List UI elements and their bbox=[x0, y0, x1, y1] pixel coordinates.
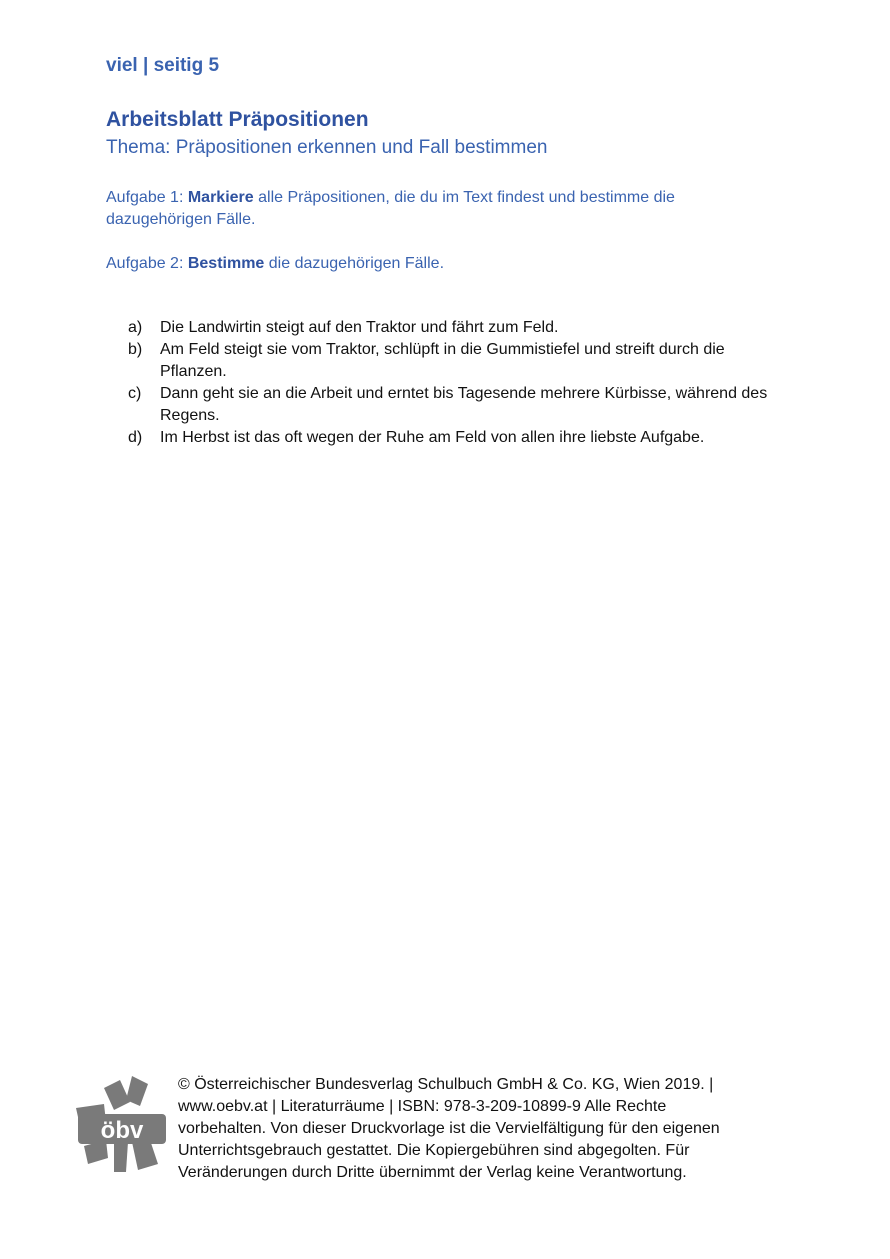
worksheet-title: Arbeitsblatt Präpositionen bbox=[106, 108, 369, 131]
logo-text: öbv bbox=[100, 1117, 144, 1144]
list-item-letter: c) bbox=[128, 385, 142, 402]
list-item-letter: b) bbox=[128, 341, 143, 358]
list-item-letter: d) bbox=[128, 429, 143, 446]
list-item bbox=[128, 317, 788, 339]
page-header: viel | seitig 5 bbox=[106, 55, 220, 76]
task-2-text: die dazugehörigen Fälle. bbox=[264, 255, 445, 272]
worksheet-subtitle: Thema: Präpositionen erkennen und Fall bestimmen bbox=[106, 137, 548, 158]
list-item-text: Am Feld steigt sie vom Traktor, schlüpft in die Gummistiefel und streift durch die Pflanzen. bbox=[160, 341, 725, 380]
list-item-letter: a) bbox=[128, 319, 143, 336]
list-item-text: Die Landwirtin steigt auf den Traktor und fährt zum Feld. bbox=[160, 319, 559, 336]
list-item-text: Dann geht sie an die Arbeit und erntet bis Tagesende mehrere Kürbisse, während des Regens. bbox=[160, 385, 768, 424]
list-item-text: Im Herbst ist das oft wegen der Ruhe am Feld von allen ihre liebste Aufgabe. bbox=[160, 429, 705, 446]
task-1-verb: Markiere bbox=[187, 189, 254, 206]
oebv-logo bbox=[74, 1074, 170, 1174]
task-1 bbox=[106, 187, 746, 231]
task-1-prefix: Aufgabe 1: bbox=[106, 189, 188, 206]
task-2-verb: Bestimme bbox=[187, 255, 265, 272]
list-item bbox=[128, 383, 788, 427]
sentence-list bbox=[128, 317, 788, 449]
task-2-prefix: Aufgabe 2: bbox=[106, 255, 188, 272]
task-1-text: alle Präpositionen, die du im Text findest und bestimme die dazugehörigen Fälle. bbox=[106, 189, 675, 228]
list-item bbox=[128, 427, 788, 449]
task-2 bbox=[106, 253, 746, 275]
list-item bbox=[128, 339, 788, 383]
copyright-notice: © Österreichischer Bundesverlag Schulbuch GmbH & Co. KG, Wien 2019. | www.oebv.at | Literaturräume | ISBN: 978-3-209-10899-9 Alle Rechte vorbehalten. Von dieser Druckvorlage ist die Vervielfältigung für den eigenen Unterrichtsgebrauch gestattet. Die Kopiergebühren sind abgegolten. Für Veränderungen durch Dritte übernimmt der Verlag keine Verantwortung. bbox=[178, 1076, 720, 1181]
oebv-logo-icon bbox=[74, 1074, 170, 1174]
